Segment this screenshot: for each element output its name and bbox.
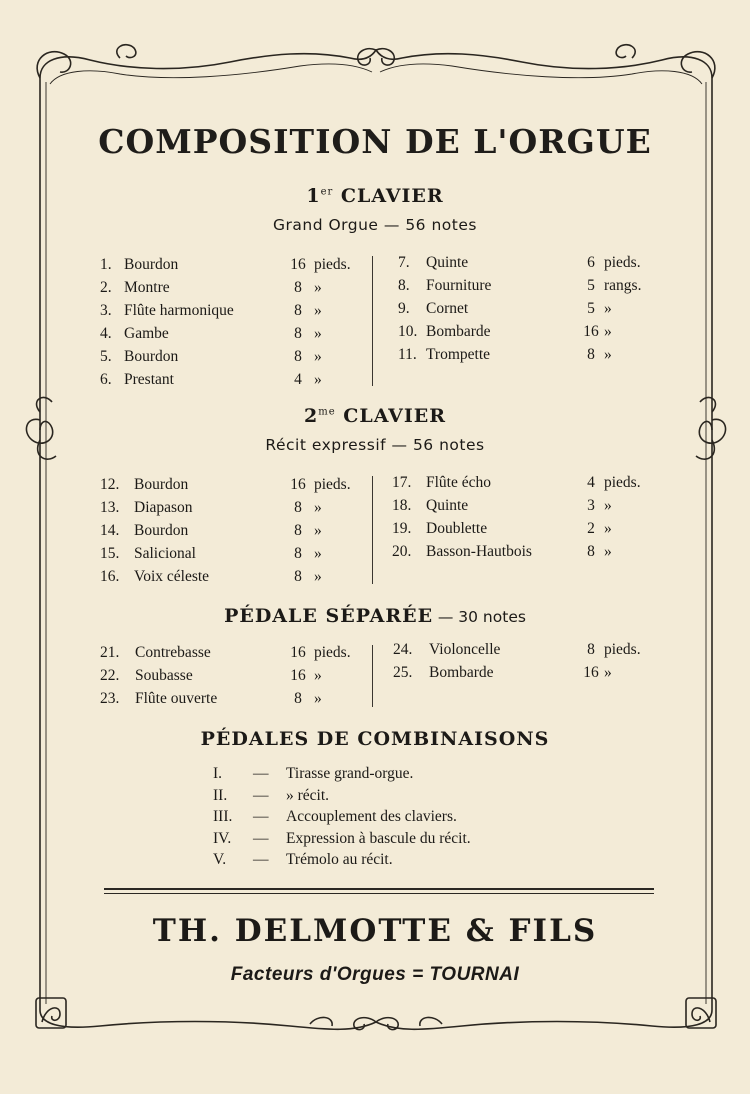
stop-value: 5 (587, 300, 595, 317)
clavier2-ordinal-sup: me (318, 406, 336, 418)
combinaison-roman: II. (213, 786, 228, 804)
stop-unit: pieds. (604, 474, 641, 491)
stop-name: Gambe (124, 325, 169, 342)
column-divider (372, 645, 373, 707)
pedale-heading-text: PÉDALE SÉPARÉE (224, 605, 434, 627)
stop-unit: » (604, 543, 612, 560)
stop-unit: » (604, 664, 612, 681)
page-title: COMPOSITION DE L'ORGUE (98, 122, 652, 161)
stop-value: 8 (587, 543, 595, 560)
stop-name: Prestant (124, 371, 174, 388)
stop-unit: » (604, 497, 612, 514)
stop-row (100, 474, 365, 496)
stop-name: Bombarde (426, 323, 491, 340)
stop-row (393, 662, 658, 684)
stop-row (100, 642, 365, 664)
maker-subtitle: Facteurs d'Orgues = TOURNAI (230, 964, 520, 985)
stop-unit: » (314, 302, 322, 319)
stop-number: 11. (398, 346, 417, 363)
stop-name: Flûte harmonique (124, 302, 234, 319)
clavier2-heading-text: CLAVIER (343, 405, 446, 427)
stop-name: Bourdon (134, 476, 189, 493)
stop-name: Soubasse (135, 667, 193, 684)
stop-row (392, 518, 657, 540)
clavier2-ordinal: 2 (303, 405, 319, 427)
stop-unit: » (604, 520, 612, 537)
combinaison-row (213, 785, 553, 807)
stop-number: 15. (100, 545, 120, 562)
stop-name: Violoncelle (429, 641, 501, 658)
stop-number: 23. (100, 690, 120, 707)
stop-row (392, 472, 657, 494)
stop-unit: » (314, 522, 322, 539)
stop-value: 5 (587, 277, 595, 294)
stop-number: 7. (398, 254, 410, 271)
stop-name: Flûte écho (426, 474, 491, 491)
stop-number: 2. (100, 279, 112, 296)
combinaison-text: Accouplement des claviers. (286, 808, 457, 825)
column-divider (372, 476, 373, 584)
combinaison-row (213, 763, 553, 785)
stop-name: Fourniture (426, 277, 492, 294)
stop-value: 8 (294, 522, 302, 539)
combinaison-text: Tirasse grand-orgue. (286, 765, 414, 782)
combinaison-text: » récit. (286, 786, 330, 804)
stop-row (100, 497, 365, 519)
combinaison-dash: — (253, 808, 269, 825)
stop-number: 19. (392, 520, 412, 537)
stop-number: 20. (392, 543, 412, 560)
divider-rule (104, 893, 654, 894)
stop-value: 16 (290, 667, 306, 684)
stop-name: Voix céleste (134, 568, 210, 585)
stop-row (100, 688, 365, 710)
combinaison-roman: III. (213, 808, 233, 825)
stop-unit: pieds. (314, 476, 351, 493)
stop-value: 8 (294, 545, 302, 562)
stop-value: 8 (294, 690, 302, 707)
stop-unit: » (314, 667, 322, 684)
stop-row (100, 300, 365, 322)
stop-number: 22. (100, 667, 120, 684)
stop-name: Quinte (426, 254, 469, 271)
combinaison-roman: I. (213, 765, 223, 782)
stop-number: 8. (398, 277, 410, 294)
combinaison-roman: V. (213, 851, 227, 868)
stop-unit: » (314, 545, 322, 562)
clavier1-ordinal: 1 (306, 185, 321, 207)
stop-row (100, 346, 365, 368)
stop-value: 16 (290, 256, 306, 273)
stop-value: 2 (587, 520, 595, 537)
stop-unit: » (314, 348, 322, 365)
combinaisons-heading: PÉDALES DE COMBINAISONS (200, 728, 550, 750)
stop-number: 13. (100, 499, 120, 516)
stop-value: 16 (290, 476, 306, 493)
stop-value: 8 (294, 325, 302, 342)
stop-unit: rangs. (604, 277, 642, 294)
stop-row (100, 369, 365, 391)
stop-number: 3. (100, 302, 112, 319)
stop-value: 16 (583, 664, 599, 681)
stop-unit: » (314, 568, 322, 585)
stop-unit: » (314, 371, 322, 388)
stop-row (398, 275, 658, 297)
stop-value: 4 (587, 474, 595, 491)
stop-name: Doublette (426, 520, 488, 537)
stop-row (100, 323, 365, 345)
stop-value: 8 (294, 499, 302, 516)
combinaison-text: Expression à bascule du récit. (286, 829, 471, 847)
stop-unit: pieds. (314, 256, 351, 273)
stop-value: 8 (294, 279, 302, 296)
stop-row (100, 665, 365, 687)
stop-name: Flûte ouverte (135, 690, 218, 707)
stop-value: 16 (583, 323, 599, 340)
stop-number: 24. (393, 641, 413, 658)
stop-unit: » (314, 325, 322, 342)
combinaison-row (213, 849, 553, 871)
combinaison-row (213, 806, 553, 828)
stop-name: Bourdon (124, 256, 179, 273)
stop-number: 5. (100, 348, 112, 365)
stop-number: 12. (100, 476, 120, 493)
stop-number: 25. (393, 664, 413, 681)
pedale-notes: — 30 notes (437, 608, 526, 626)
stop-value: 8 (587, 346, 595, 363)
stop-name: Montre (124, 279, 170, 296)
stop-value: 4 (294, 371, 302, 388)
stop-value: 8 (294, 348, 302, 365)
clavier1-heading-text: CLAVIER (340, 185, 444, 207)
stop-row (100, 254, 365, 276)
stop-number: 4. (100, 325, 112, 342)
clavier2-heading (0, 405, 750, 427)
stop-name: Basson-Hautbois (426, 543, 532, 560)
stop-name: Salicional (134, 545, 196, 562)
stop-row (100, 543, 365, 565)
stop-unit: » (604, 323, 612, 340)
stop-name: Quinte (426, 497, 469, 514)
maker-name: TH. DELMOTTE & FILS (152, 913, 598, 949)
stop-number: 10. (398, 323, 418, 340)
stop-value: 8 (294, 568, 302, 585)
combinaison-roman: IV. (213, 829, 232, 847)
combinaison-text: Trémolo au récit. (286, 851, 393, 868)
stop-name: Cornet (426, 300, 469, 317)
clavier2-subtitle: Récit expressif — 56 notes (265, 436, 485, 454)
stop-unit: pieds. (314, 644, 351, 661)
stop-value: 3 (587, 497, 595, 514)
stop-value: 8 (294, 302, 302, 319)
stop-number: 17. (392, 474, 412, 491)
stop-unit: » (314, 499, 322, 516)
combinaison-dash: — (253, 786, 269, 804)
stop-row (100, 277, 365, 299)
stop-row (398, 321, 658, 343)
stop-row (398, 252, 658, 274)
stop-row (393, 639, 658, 661)
stop-row (398, 298, 658, 320)
combinaison-dash: — (253, 829, 269, 847)
stop-row (100, 566, 365, 588)
stop-unit: » (314, 690, 322, 707)
combinaison-row (213, 828, 553, 850)
stop-name: Contrebasse (135, 644, 211, 661)
stop-value: 8 (587, 641, 595, 658)
stop-name: Bombarde (429, 664, 494, 681)
clavier1-subtitle: Grand Orgue — 56 notes (273, 216, 477, 234)
stop-value: 16 (290, 644, 306, 661)
stop-number: 1. (100, 256, 112, 273)
stop-number: 16. (100, 568, 120, 585)
stop-number: 14. (100, 522, 120, 539)
stop-row (398, 344, 658, 366)
divider-rule (104, 888, 654, 890)
stop-unit: » (604, 300, 612, 317)
combinaison-dash: — (253, 851, 269, 868)
stop-unit: » (604, 346, 612, 363)
clavier1-heading (0, 185, 750, 207)
stop-value: 6 (587, 254, 595, 271)
pedale-heading (0, 605, 750, 628)
stop-name: Bourdon (134, 522, 189, 539)
stop-number: 18. (392, 497, 412, 514)
stop-unit: pieds. (604, 641, 641, 658)
stop-row (392, 495, 657, 517)
combinaison-dash: — (253, 765, 269, 782)
stop-number: 21. (100, 644, 120, 661)
stop-unit: pieds. (604, 254, 641, 271)
stop-name: Bourdon (124, 348, 179, 365)
stop-row (100, 520, 365, 542)
stop-number: 6. (100, 371, 112, 388)
stop-row (392, 541, 657, 563)
column-divider (372, 256, 373, 386)
stop-name: Diapason (134, 499, 193, 516)
stop-unit: » (314, 279, 322, 296)
stop-name: Trompette (426, 346, 491, 363)
clavier1-ordinal-sup: er (320, 186, 334, 198)
stop-number: 9. (398, 300, 410, 317)
